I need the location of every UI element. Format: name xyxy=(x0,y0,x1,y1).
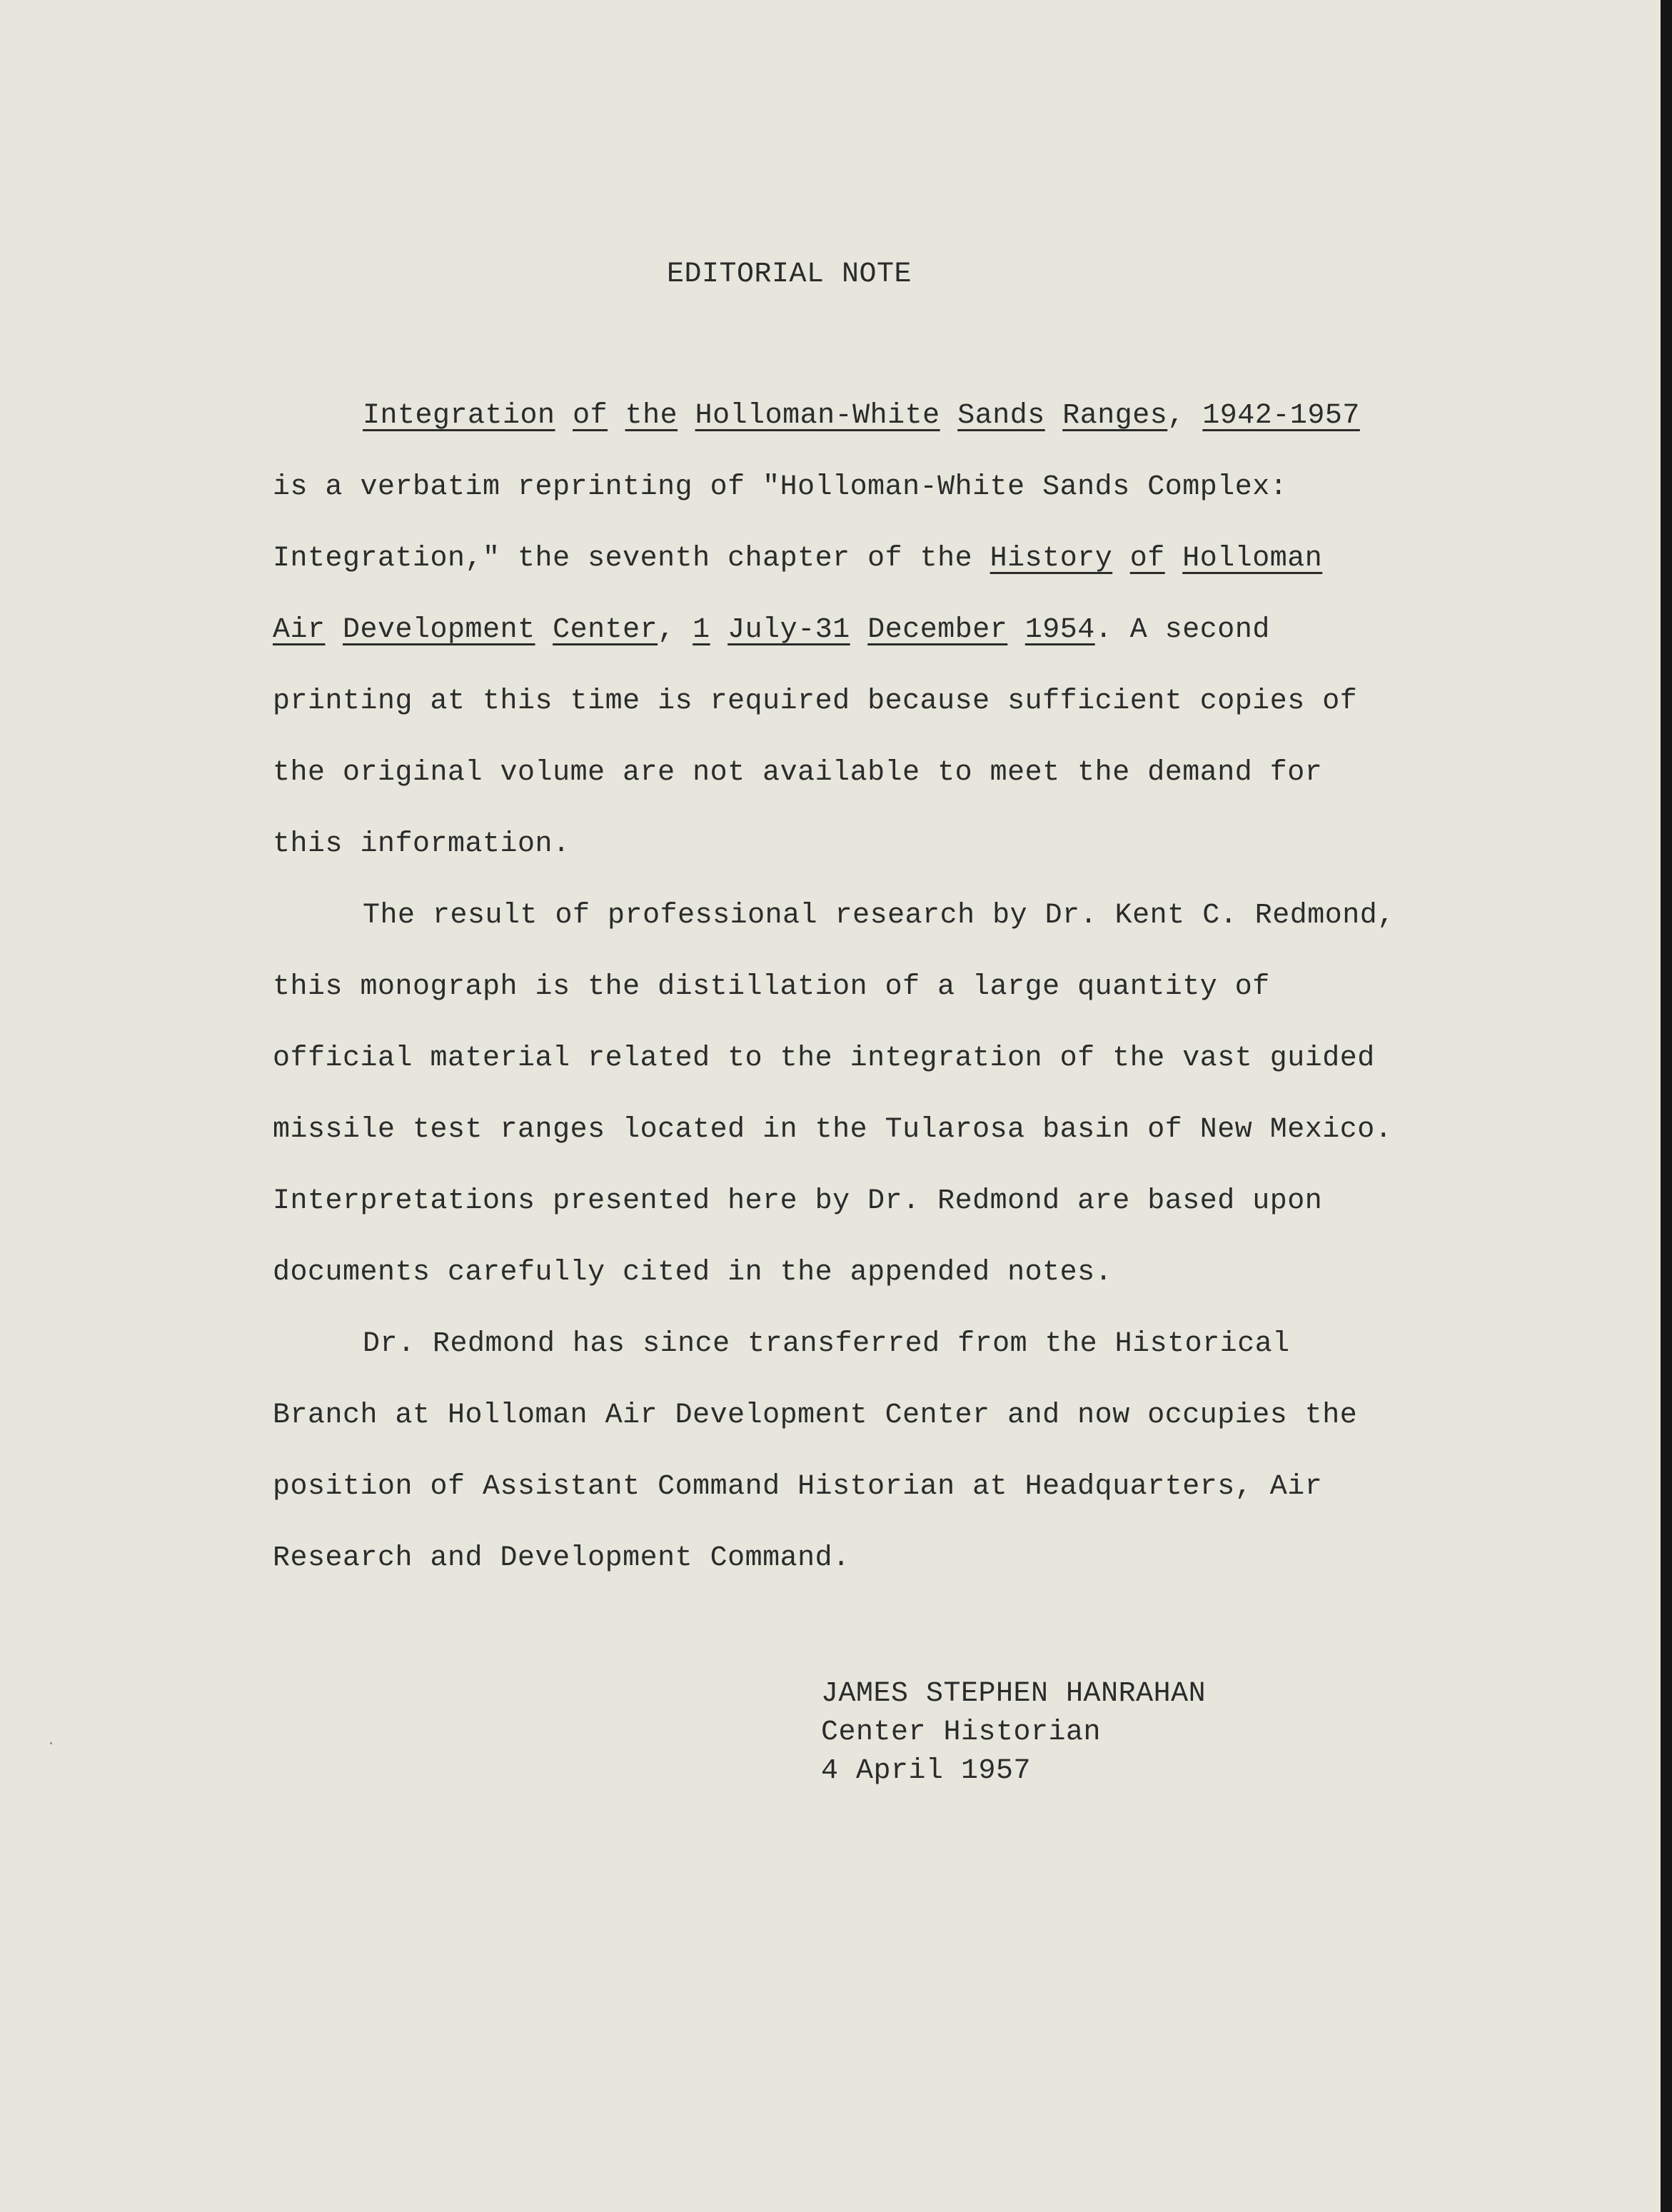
paragraph-1-line-4 xyxy=(273,614,1270,646)
signature-title: Center Historian xyxy=(821,1716,1102,1749)
line-text: . A second xyxy=(1094,614,1270,646)
history-title-word: 1954 xyxy=(1024,614,1095,646)
history-title-word: Center xyxy=(553,614,658,646)
paragraph-1-line-2: is a verbatim reprinting of "Holloman-White Sands Complex: xyxy=(273,471,1288,503)
paragraph-2-line-5: Interpretations presented here by Dr. Redmond are based upon xyxy=(273,1185,1323,1217)
history-title-word: Air xyxy=(273,614,326,646)
history-title-word: Holloman xyxy=(1182,543,1323,575)
punctuation: , xyxy=(658,614,693,646)
space xyxy=(555,400,573,432)
space xyxy=(1165,543,1183,575)
paragraph-1-line-6: the original volume are not available to meet the demand for xyxy=(273,757,1323,789)
punctuation: , xyxy=(1167,400,1203,432)
paragraph-2-line-3: official material related to the integration of the vast guided xyxy=(273,1042,1375,1075)
paragraph-2-line-2: this monograph is the distillation of a large quantity of xyxy=(273,971,1270,1003)
paragraph-2-line-4: missile test ranges located in the Tularosa basin of New Mexico. xyxy=(273,1114,1393,1146)
space xyxy=(535,614,553,646)
history-title-word: of xyxy=(1129,543,1165,575)
space xyxy=(850,614,868,646)
editorial-note-heading: EDITORIAL NOTE xyxy=(667,258,912,291)
history-title-word: 1 xyxy=(693,614,710,646)
signature-date: 4 April 1957 xyxy=(821,1755,1032,1787)
space xyxy=(1007,614,1025,646)
paragraph-1-line-1 xyxy=(363,400,1360,432)
line-text: Integration," the seventh chapter of the xyxy=(273,543,990,575)
title-word: Ranges xyxy=(1062,400,1168,432)
space xyxy=(710,614,728,646)
paragraph-3-line-3: position of Assistant Command Historian at Headquarters, Air xyxy=(273,1471,1323,1503)
history-title-word: Development xyxy=(343,614,535,646)
title-word: Holloman-White xyxy=(695,400,940,432)
paragraph-3-line-2: Branch at Holloman Air Development Center and now occupies the xyxy=(273,1399,1358,1432)
space xyxy=(940,400,958,432)
space xyxy=(1045,400,1063,432)
title-word: the xyxy=(625,400,678,432)
space xyxy=(678,400,695,432)
history-title-word: December xyxy=(867,614,1008,646)
paragraph-2-line-1: The result of professional research by Dr. Kent C. Redmond, xyxy=(363,900,1395,932)
paragraph-2-line-6: documents carefully cited in the appended notes. xyxy=(273,1257,1113,1289)
title-word: Integration xyxy=(363,400,555,432)
paragraph-3-line-1: Dr. Redmond has since transferred from the Historical xyxy=(363,1328,1290,1360)
space xyxy=(326,614,343,646)
signature-name: JAMES STEPHEN HANRAHAN xyxy=(821,1678,1207,1710)
paragraph-3-line-4: Research and Development Command. xyxy=(273,1542,850,1574)
title-word: Sands xyxy=(957,400,1045,432)
title-word: of xyxy=(573,400,608,432)
paragraph-1-line-3 xyxy=(273,543,1322,575)
paragraph-1-line-7: this information. xyxy=(273,828,570,860)
title-word: 1942-1957 xyxy=(1202,400,1360,432)
space xyxy=(608,400,625,432)
history-title-word: History xyxy=(989,543,1113,575)
scan-edge xyxy=(1661,0,1672,2212)
paper-speck xyxy=(50,1742,52,1744)
space xyxy=(1112,543,1130,575)
history-title-word: July-31 xyxy=(727,614,850,646)
paragraph-1-line-5: printing at this time is required because sufficient copies of xyxy=(273,685,1358,718)
